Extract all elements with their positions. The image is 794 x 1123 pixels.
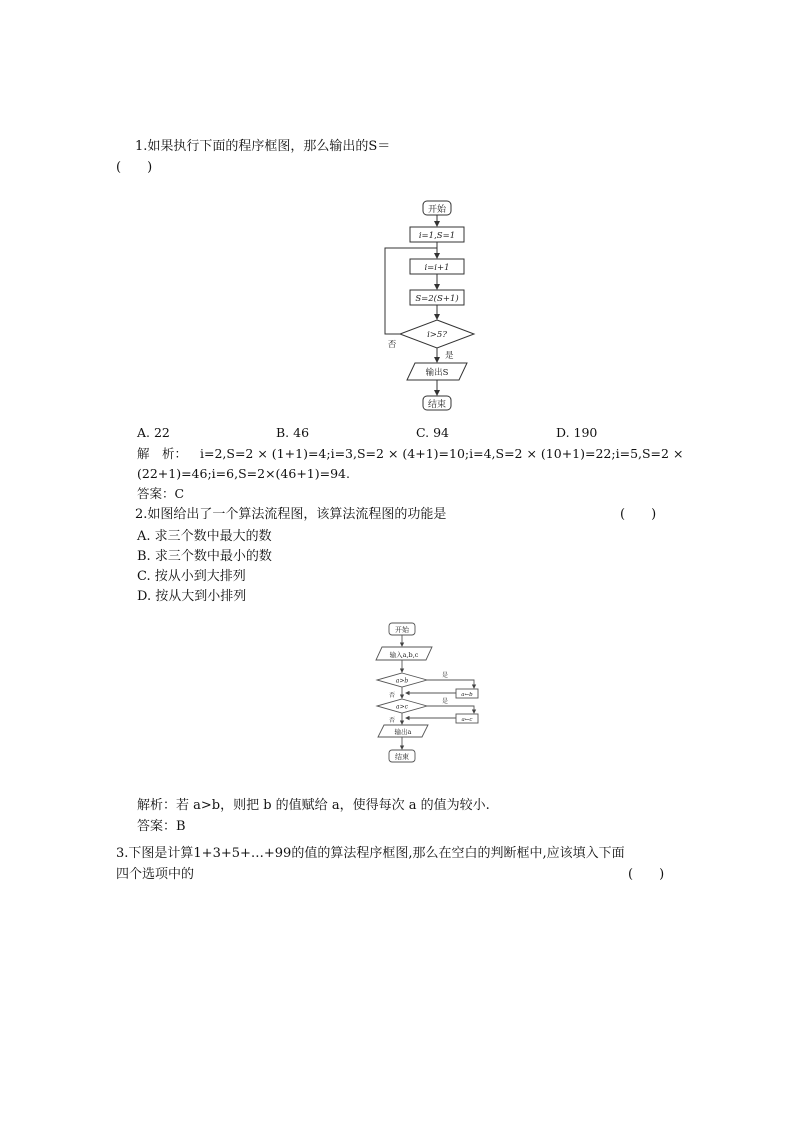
- q1-flow-inc: i=i+1: [424, 263, 450, 273]
- q2-flow-start: 开始: [395, 626, 409, 634]
- q2-flow-assign1: a←b: [461, 692, 473, 698]
- q2-flow-no-1: 否: [388, 692, 396, 699]
- q1-option-b: B. 46: [276, 425, 310, 440]
- q2-answer-paren: ( ): [620, 507, 657, 522]
- q2-flow-no-2: 否: [388, 717, 396, 724]
- q2-flow-assign2: a←c: [461, 717, 473, 723]
- q1-flow-init: i=1,S=1: [418, 231, 456, 241]
- q2-flow-yes-2: 是: [442, 698, 449, 705]
- q1-flow-output: 输出S: [425, 368, 449, 378]
- q1-option-d: D. 190: [556, 425, 598, 440]
- q2-option-d: D. 按从大到小排列: [137, 589, 247, 604]
- q3-answer-paren: ( ): [628, 867, 665, 882]
- q2-flow-cond1: a>b: [395, 677, 409, 685]
- q3-stem-line1: 3.下图是计算1+3+5+…+99的值的算法程序框图,那么在空白的判断框中,应该填入下面: [116, 846, 625, 861]
- q1-answer-paren: ( ): [116, 160, 153, 175]
- q1-option-a: A. 22: [137, 425, 170, 440]
- q1-flow-start: 开始: [427, 205, 447, 215]
- q1-flowchart: [370, 196, 480, 418]
- q2-flow-input: 输入a,b,c: [389, 651, 419, 659]
- q1-analysis-line1: i=2,S=2 × (1+1)=4;i=3,S=2 × (4+1)=10;i=4,S=2 × (10+1)=22;i=5,S=2 ×: [200, 446, 684, 461]
- q2-option-b: B. 求三个数中最小的数: [137, 549, 272, 564]
- q1-stem: 1.如果执行下面的程序框图，那么输出的S＝: [135, 139, 391, 154]
- q2-analysis: 解析：若 a>b，则把 b 的值赋给 a，使得每次 a 的值为较小.: [137, 798, 490, 813]
- q2-flow-cond2: a>c: [396, 703, 408, 711]
- q1-answer: 答案：C: [137, 486, 185, 501]
- q2-flow-end: 结束: [395, 753, 409, 761]
- q2-answer: 答案：B: [137, 819, 186, 834]
- q3-stem-line2: 四个选项中的: [116, 867, 195, 882]
- q1-flow-no: 否: [387, 340, 397, 350]
- q2-stem: 2.如图给出了一个算法流程图，该算法流程图的功能是: [135, 507, 447, 522]
- q2-flowchart: [370, 618, 482, 768]
- q2-option-a: A. 求三个数中最大的数: [137, 529, 272, 544]
- q1-option-c: C. 94: [416, 425, 449, 440]
- q2-flow-yes-1: 是: [442, 672, 449, 679]
- q1-analysis-label: 解 析：: [137, 446, 188, 461]
- q2-flow-output: 输出a: [394, 728, 412, 736]
- q2-option-c: C. 按从小到大排列: [137, 569, 246, 584]
- q1-flow-end: 结束: [427, 400, 447, 410]
- q1-flow-cond: i>5?: [427, 330, 447, 340]
- q1-flow-update: S=2(S+1): [415, 294, 459, 304]
- q1-analysis-line2: (22+1)=46;i=6,S=2×(46+1)=94.: [137, 466, 350, 481]
- q1-flow-yes: 是: [445, 351, 454, 361]
